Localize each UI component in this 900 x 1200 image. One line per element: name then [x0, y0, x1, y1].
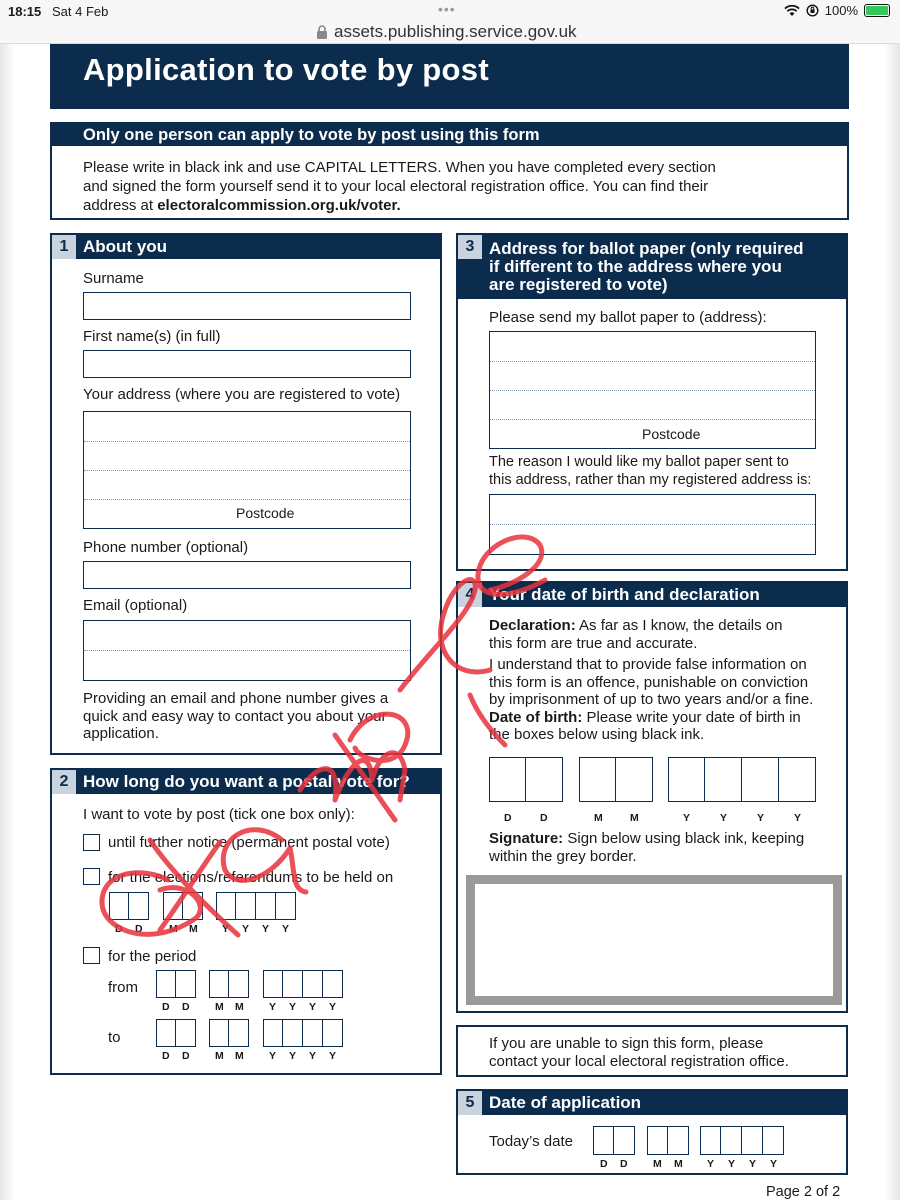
intro-line-3-prefix: address at: [83, 197, 158, 214]
section-3-heading: [458, 235, 846, 299]
ballot-address-field[interactable]: [489, 331, 816, 449]
section-5-title: Date of application: [489, 1093, 642, 1112]
contact-note-line-2: quick and easy way to contact you about your: [83, 707, 387, 725]
status-date: Sat 4 Feb: [52, 4, 109, 19]
elections-day-boxes[interactable]: [109, 892, 149, 920]
signature-box[interactable]: [466, 875, 842, 1005]
phone-label: Phone number (optional): [83, 539, 249, 556]
dob-line-1: Please write your date of birth in: [582, 708, 801, 726]
phone-field[interactable]: [83, 561, 411, 589]
contact-note-line-3: application.: [83, 725, 159, 742]
section-about-you: [50, 233, 442, 755]
unable-line-2: contact your local electoral registration office.: [489, 1052, 789, 1070]
orientation-lock-icon: [806, 4, 819, 17]
section-3-title-line-2: if different to the address where you: [489, 257, 782, 276]
email-label: Email (optional): [83, 597, 188, 614]
unable-to-sign-box: [456, 1025, 848, 1077]
surname-field[interactable]: [83, 292, 411, 320]
firstname-label: First name(s) (in full): [83, 328, 221, 345]
firstname-field[interactable]: [83, 350, 411, 378]
to-year-boxes[interactable]: [263, 1019, 343, 1047]
elections-year-boxes[interactable]: [216, 892, 296, 920]
dob-bold: Date of birth:: [489, 708, 583, 726]
declaration-line-2: this form are true and accurate.: [489, 634, 698, 652]
option-permanent-checkbox[interactable]: [83, 834, 100, 851]
page-number: Page 2 of 2: [766, 1184, 841, 1200]
address-label: Your address (where you are registered to vote): [83, 386, 401, 403]
section-1-number: 1: [52, 235, 76, 259]
section-dob-declaration: 4 Your date of birth and declaration Declaration: As far as I know, the details on this form are true and accurate. I understand that to provide false information on this form is an offence, punishable on conviction by imprisonment of up to two years and/or a fine. Date of birth: Please write your date of birth in the boxes below using black ink. D D M M Y Y Y Y Signature: Sign below using black ink, keeping within the grey border.: [456, 581, 848, 1013]
ballot-reason-label: [489, 454, 811, 489]
section-3-number: 3: [458, 235, 482, 259]
period-to-label: to: [108, 1029, 121, 1046]
option-permanent-label: until further notice (permanent postal vote): [108, 834, 390, 851]
section-3-title-line-3: are registered to vote): [489, 275, 668, 294]
signature-instruction: [489, 830, 804, 865]
offence-line-1: I understand that to provide false information on: [489, 656, 807, 673]
status-bar: [0, 0, 900, 22]
dob-line-2: the boxes below using black ink.: [489, 726, 705, 743]
offence-line-3: by imprisonment of up to two years and/or a fine.: [489, 691, 814, 708]
todays-date-label: Today’s date: [489, 1133, 573, 1150]
page-url[interactable]: assets.publishing.service.gov.uk: [334, 22, 577, 41]
from-year-boxes[interactable]: [263, 970, 343, 998]
section-2-heading: [52, 770, 440, 794]
signature-line-2: within the grey border.: [489, 847, 637, 865]
section-postal-vote-duration: 2 How long do you want a postal vote for? I want to vote by post (tick one box only): until further notice (permanent postal vote) for the elections/referendums to be held on D D M M Y Y Y Y for the period from D D M M Y Y Y Y to D D M M Y Y Y Y: [50, 768, 442, 1075]
intro-box: [50, 122, 849, 220]
dob-day-boxes[interactable]: [489, 757, 563, 802]
page-edge-right: [884, 44, 900, 1200]
from-day-boxes[interactable]: [156, 970, 196, 998]
option-elections-label: for the elections/referendums to be held on: [108, 869, 394, 886]
declaration-line-1: As far as I know, the details on: [575, 617, 783, 634]
status-right: [784, 3, 890, 18]
today-day-boxes[interactable]: [593, 1126, 635, 1155]
section-2-number: 2: [52, 770, 76, 794]
signature-bold: Signature:: [489, 830, 564, 847]
contact-note-line-1: Providing an email and phone number gives a: [83, 690, 389, 707]
section-5-number: 5: [458, 1091, 482, 1115]
section-4-title: Your date of birth and declaration: [489, 585, 760, 604]
option-period-checkbox[interactable]: [83, 947, 100, 964]
intro-line-2: and signed the form yourself send it to your local electoral registration office. You can find their: [83, 178, 709, 195]
address-bar[interactable]: [0, 22, 900, 44]
form-title-bar: [50, 44, 849, 109]
period-from-label: from: [108, 979, 138, 996]
contact-note: [83, 690, 388, 743]
section-date-of-application: 5 Date of application Today’s date D D M M Y Y Y Y: [456, 1089, 848, 1175]
address-field[interactable]: [83, 411, 411, 529]
section-1-title: About you: [83, 237, 168, 256]
declaration-text: [489, 617, 839, 744]
unable-to-sign-text: [489, 1035, 789, 1070]
intro-line-3: [83, 196, 783, 215]
declaration-bold: Declaration:: [489, 617, 576, 634]
ballot-reason-line-1: The reason I would like my ballot paper sent to: [489, 454, 789, 470]
page-edge-left: [0, 44, 14, 1200]
to-month-boxes[interactable]: [209, 1019, 249, 1047]
section-ballot-address: [456, 233, 848, 571]
signature-line-1: Sign below using black ink, keeping: [563, 830, 805, 847]
elections-month-boxes[interactable]: [163, 892, 203, 920]
ballot-postcode-label: Postcode: [642, 426, 701, 442]
battery-percent: 100%: [824, 3, 858, 18]
unable-line-1: If you are unable to sign this form, please: [489, 1035, 764, 1052]
dob-year-boxes[interactable]: [668, 757, 816, 802]
form-title: Application to vote by post: [83, 52, 489, 87]
email-field[interactable]: [83, 620, 411, 681]
postal-vote-instruction: I want to vote by post (tick one box only):: [83, 806, 355, 823]
option-elections-checkbox[interactable]: [83, 868, 100, 885]
address-postcode-label: Postcode: [236, 505, 295, 521]
section-1-heading: [52, 235, 440, 259]
intro-heading: Only one person can apply to vote by post using this form: [52, 124, 847, 146]
section-4-number: 4: [458, 583, 482, 607]
today-year-boxes[interactable]: [700, 1126, 784, 1155]
ballot-reason-line-2: this address, rather than my registered address is:: [489, 471, 812, 488]
multitask-dots-icon[interactable]: •••: [438, 1, 456, 17]
option-period-label: for the period: [108, 948, 197, 965]
ballot-reason-field[interactable]: [489, 494, 816, 555]
lock-icon: [316, 25, 328, 39]
today-month-boxes[interactable]: [647, 1126, 689, 1155]
from-month-boxes[interactable]: [209, 970, 249, 998]
intro-link[interactable]: electoralcommission.org.uk/voter.: [157, 197, 401, 214]
to-day-boxes[interactable]: [156, 1019, 196, 1047]
intro-text: [83, 158, 783, 215]
wifi-icon: [784, 5, 800, 17]
status-time: 18:15: [8, 4, 42, 19]
battery-icon: [864, 4, 890, 17]
ballot-address-label: Please send my ballot paper to (address):: [489, 309, 767, 326]
section-4-heading: [458, 583, 846, 607]
section-2-title: How long do you want a postal vote for?: [83, 772, 410, 791]
surname-label: Surname: [83, 270, 144, 287]
intro-line-1: Please write in black ink and use CAPITAL LETTERS. When you have completed every section: [83, 159, 716, 176]
dob-month-boxes[interactable]: [579, 757, 653, 802]
offence-line-2: this form is an offence, punishable on conviction: [489, 673, 809, 691]
section-5-heading: [458, 1091, 846, 1115]
section-3-title-line-1: Address for ballot paper (only required: [489, 239, 804, 258]
